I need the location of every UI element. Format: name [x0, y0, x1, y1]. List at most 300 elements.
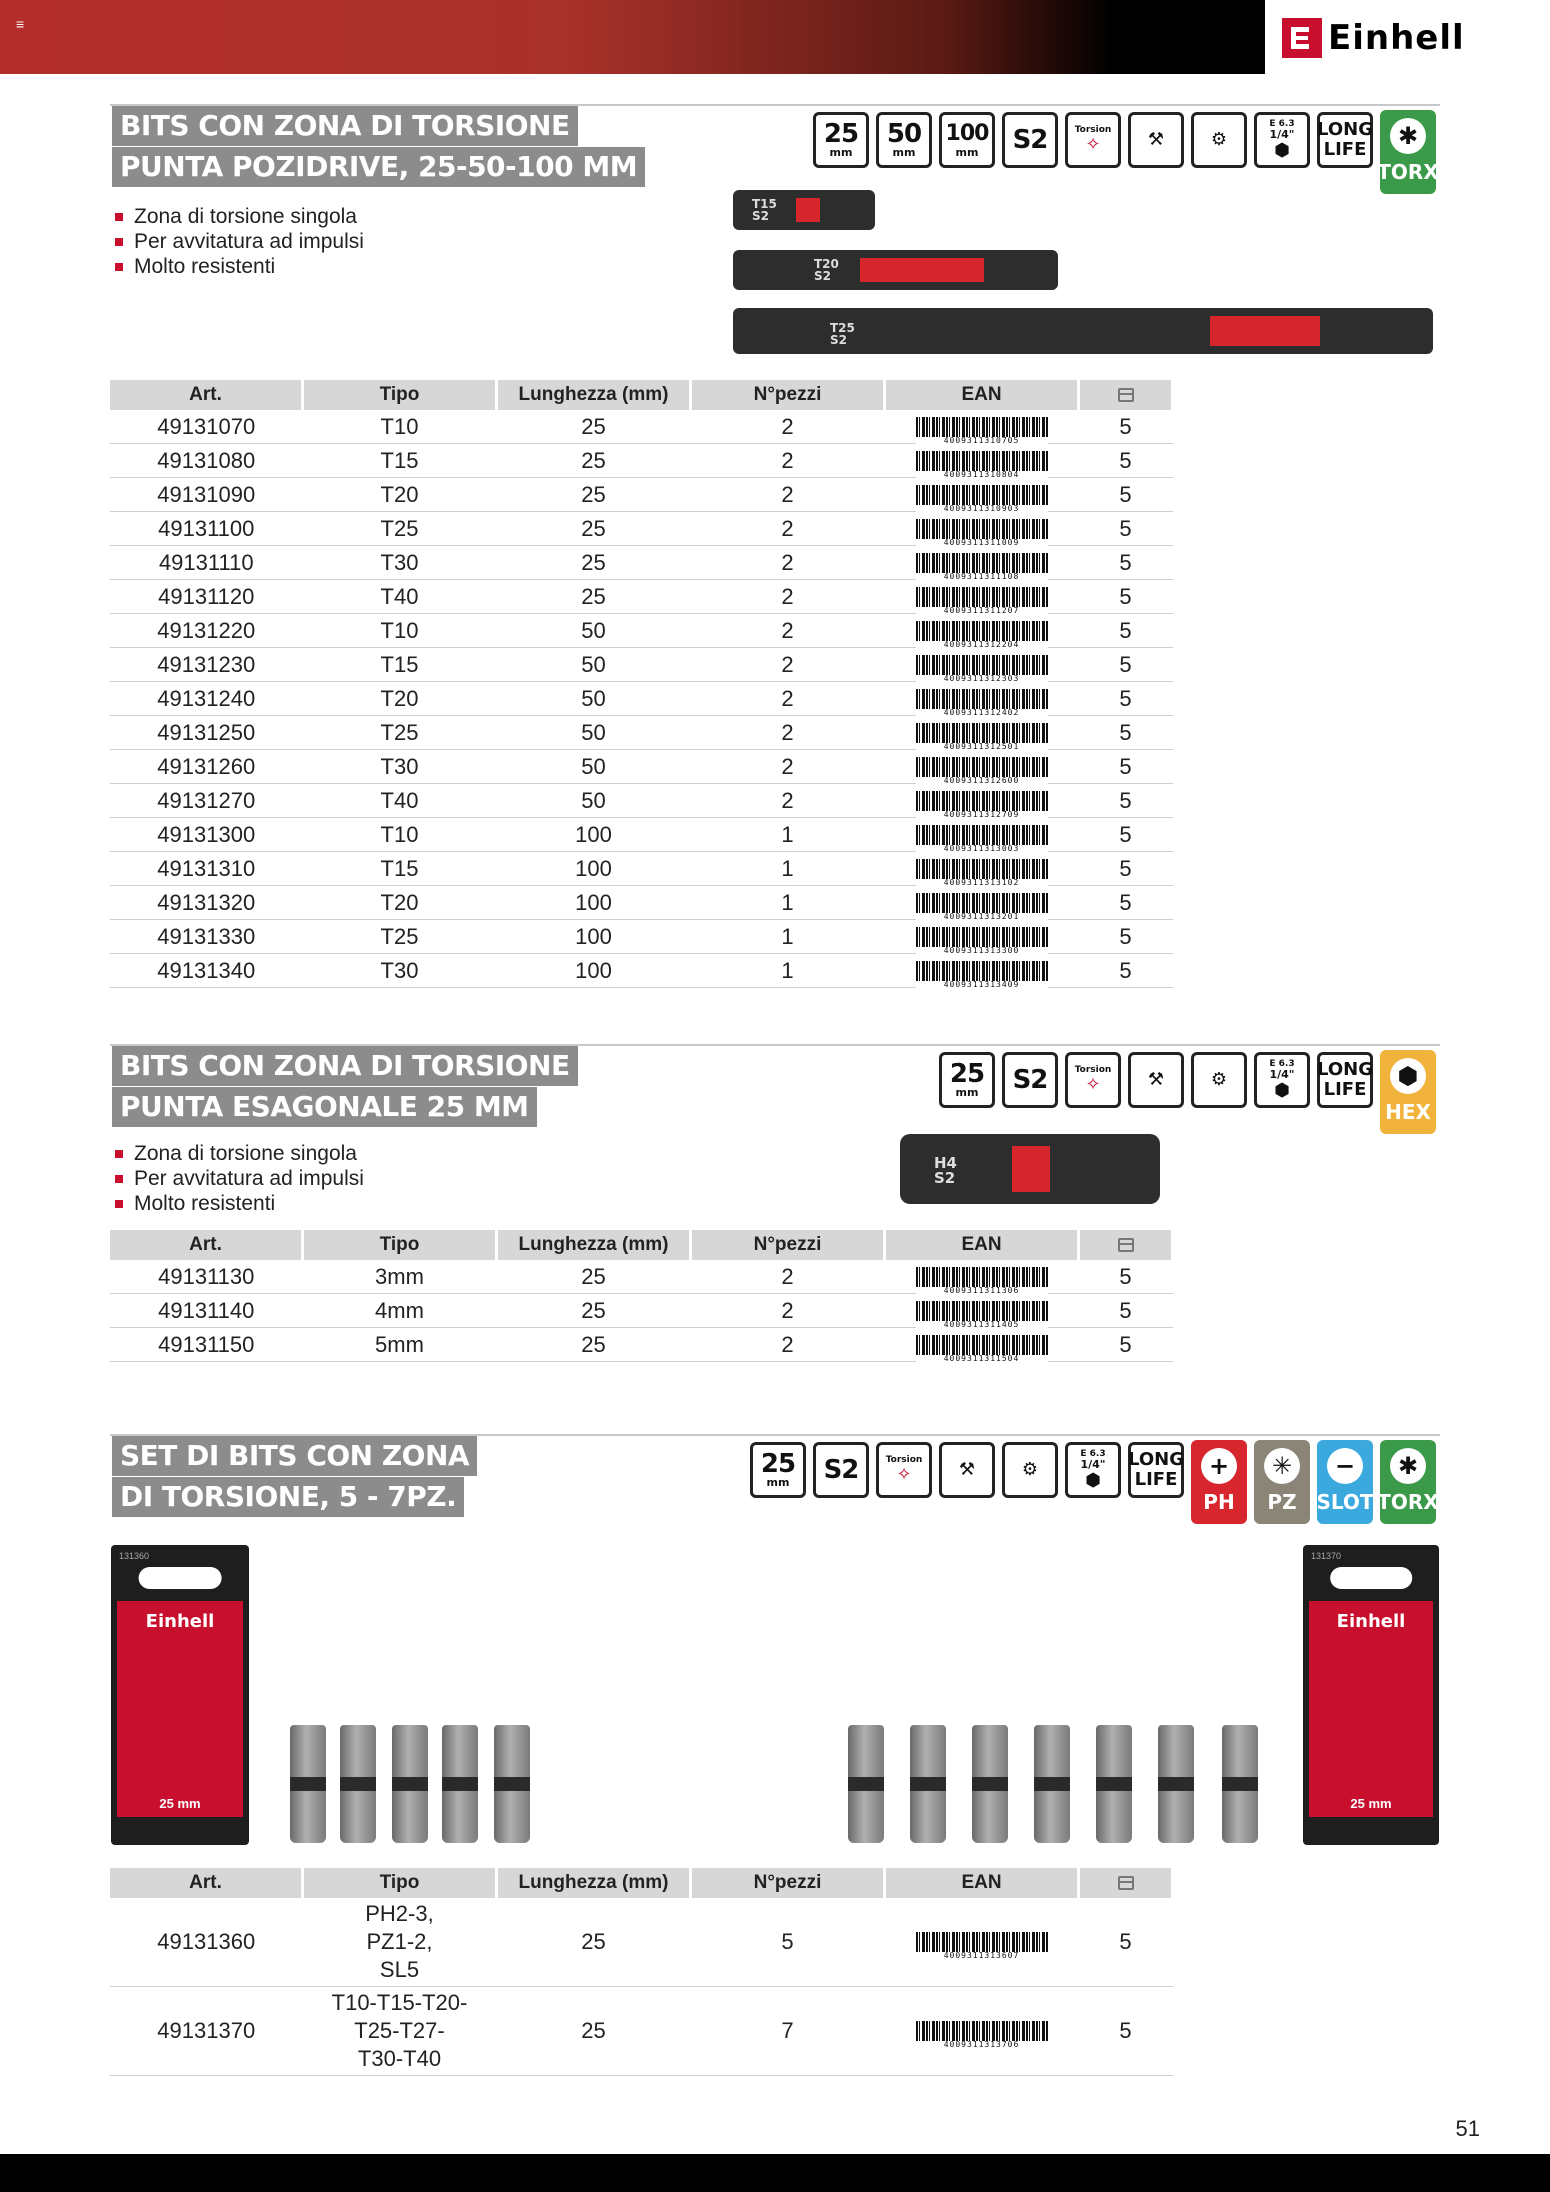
barcode [916, 1335, 1048, 1363]
bit-label: T25 S2 [830, 321, 855, 347]
ean-number: 4009311311504 [916, 1355, 1048, 1363]
bit-piece [1222, 1725, 1258, 1843]
barcode [916, 2021, 1048, 2050]
cell-pieces: 1 [691, 852, 885, 886]
menu-button[interactable]: ≡ [16, 16, 25, 32]
package-panel [117, 1601, 243, 1817]
cell-tipo: T30 [303, 750, 497, 784]
bit-label: H4 S2 [934, 1154, 957, 1187]
table-row [110, 784, 1173, 818]
hex-icon: ⬢ [1390, 1058, 1426, 1094]
barcode [916, 791, 1048, 819]
section3-title-line1: SET DI BITS CON ZONA [112, 1436, 477, 1476]
ean-number: 4009311311009 [916, 539, 1048, 547]
table-row [110, 478, 1173, 512]
ean-number: 4009311310705 [916, 437, 1048, 445]
header-banner [0, 0, 1265, 74]
cell-pack: 5 [1079, 682, 1173, 716]
cell-pieces: 2 [691, 1328, 885, 1362]
long-life-icon: LONG LIFE [1128, 1442, 1184, 1498]
drill-icon: ⚒ [939, 1442, 995, 1498]
col-pieces: N°pezzi [691, 380, 885, 410]
cell-tipo: T30 [303, 546, 497, 580]
cell-length: 25 [497, 1260, 691, 1294]
ean-number: 4009311312303 [916, 675, 1048, 683]
cell-ean [885, 512, 1079, 546]
barcode [916, 621, 1048, 649]
cell-length: 100 [497, 852, 691, 886]
barcode [916, 1267, 1048, 1295]
table-row [110, 886, 1173, 920]
cell-length: 25 [497, 512, 691, 546]
feature-item: Per avvitatura ad impulsi [112, 229, 364, 254]
drive-label: SLOT [1316, 1490, 1374, 1514]
table-row [110, 920, 1173, 954]
cell-pack: 5 [1079, 886, 1173, 920]
bit-piece [290, 1725, 326, 1843]
cell-tipo: T15 [303, 852, 497, 886]
drive-badge-pz [1254, 1440, 1310, 1524]
cell-length: 100 [497, 920, 691, 954]
col-art: Art. [110, 380, 303, 410]
tipo-line: PH2-3, [365, 1901, 434, 1926]
page-number: 51 [1455, 2116, 1480, 2141]
cell-ean [885, 410, 1079, 444]
cell-pieces: 2 [691, 478, 885, 512]
cell-tipo: 5mm [303, 1328, 497, 1362]
cell-tipo: T10 [303, 818, 497, 852]
barcode [916, 1932, 1048, 1961]
cell-ean [885, 444, 1079, 478]
ean-number: 4009311311405 [916, 1321, 1048, 1329]
cell-ean [885, 546, 1079, 580]
col-pack [1079, 380, 1173, 410]
cell-ean [885, 478, 1079, 512]
cell-art: 49131370 [110, 1987, 303, 2076]
torsion-icon: Torsion ✧ [1065, 112, 1121, 168]
ean-number: 4009311312204 [916, 641, 1048, 649]
torx-icon: ✱ [1390, 118, 1426, 154]
table-row [110, 546, 1173, 580]
cell-pieces: 2 [691, 682, 885, 716]
col-ean: EAN [885, 1230, 1079, 1260]
cell-pieces: 2 [691, 1260, 885, 1294]
cell-art: 49131230 [110, 648, 303, 682]
torsion-icon: Torsion ✧ [876, 1442, 932, 1498]
drive-label: PZ [1267, 1490, 1297, 1514]
ean-number: 4009311313201 [916, 913, 1048, 921]
cell-length: 25 [497, 1987, 691, 2076]
cell-ean [885, 920, 1079, 954]
cell-tipo [303, 1987, 497, 2076]
cell-ean [885, 784, 1079, 818]
cell-pack: 5 [1079, 954, 1173, 988]
package-size: 25 mm [1350, 1796, 1392, 1811]
long-life-icon: LONG LIFE [1317, 112, 1373, 168]
length-50-icon: 50 mm [876, 112, 932, 168]
barcode [916, 927, 1048, 955]
ean-number: 4009311313409 [916, 981, 1048, 989]
package-icon [1118, 1238, 1134, 1252]
cell-tipo: T40 [303, 784, 497, 818]
ean-number: 4009311310903 [916, 505, 1048, 513]
cell-pieces: 2 [691, 546, 885, 580]
package-size: 25 mm [159, 1796, 201, 1811]
cell-art: 49131110 [110, 546, 303, 580]
barcode [916, 451, 1048, 479]
s2-steel-icon: S2 [1002, 112, 1058, 168]
tipo-line: T10-T15-T20- [331, 1990, 468, 2015]
cell-pack: 5 [1079, 1987, 1173, 2076]
table-row [110, 444, 1173, 478]
bit-piece [972, 1725, 1008, 1843]
cell-pieces: 1 [691, 920, 885, 954]
cell-tipo: T30 [303, 954, 497, 988]
col-length: Lunghezza (mm) [497, 1230, 691, 1260]
cell-pack: 5 [1079, 920, 1173, 954]
slot-icon: − [1327, 1448, 1363, 1484]
cell-length: 50 [497, 750, 691, 784]
col-tipo: Tipo [303, 1230, 497, 1260]
table-row [110, 1328, 1173, 1362]
section1-title-line2: PUNTA POZIDRIVE, 25-50-100 MM [112, 147, 645, 187]
cell-ean [885, 716, 1079, 750]
cell-art: 49131270 [110, 784, 303, 818]
bit-piece [340, 1725, 376, 1843]
einhell-logo-icon [1282, 18, 1322, 58]
cell-pieces: 1 [691, 954, 885, 988]
cell-length: 25 [497, 1294, 691, 1328]
hex-shank-icon: E 6.3 1/4" ⬢ [1254, 1052, 1310, 1108]
feature-item: Zona di torsione singola [112, 204, 364, 229]
bit-label: T20 S2 [814, 257, 839, 283]
cell-pieces: 2 [691, 410, 885, 444]
barcode [916, 655, 1048, 683]
bit-band [796, 198, 820, 222]
cell-pack: 5 [1079, 818, 1173, 852]
cell-ean [885, 886, 1079, 920]
cell-pieces: 2 [691, 784, 885, 818]
bit-piece [1158, 1725, 1194, 1843]
section1-features [112, 204, 364, 279]
cell-art: 49131070 [110, 410, 303, 444]
impact-driver-icon: ⚙ [1191, 112, 1247, 168]
table-row [110, 818, 1173, 852]
cell-pack: 5 [1079, 852, 1173, 886]
col-art: Art. [110, 1230, 303, 1260]
bit-band [1210, 316, 1320, 346]
cell-pieces: 2 [691, 648, 885, 682]
cell-pack: 5 [1079, 614, 1173, 648]
cell-ean [885, 750, 1079, 784]
bit-band [860, 258, 984, 282]
cell-length: 100 [497, 818, 691, 852]
col-length: Lunghezza (mm) [497, 1868, 691, 1898]
hex-label: HEX [1385, 1100, 1431, 1124]
cell-tipo: T15 [303, 648, 497, 682]
tipo-line: T25-T27- [354, 2018, 445, 2043]
table-row [110, 1260, 1173, 1294]
length-25-icon: 25 mm [750, 1442, 806, 1498]
barcode [916, 519, 1048, 547]
cell-art: 49131330 [110, 920, 303, 954]
col-pack [1079, 1868, 1173, 1898]
cell-ean [885, 1987, 1079, 2076]
table-row [110, 682, 1173, 716]
cell-pack: 5 [1079, 1328, 1173, 1362]
drill-icon: ⚒ [1128, 1052, 1184, 1108]
barcode [916, 825, 1048, 853]
feature-item: Molto resistenti [112, 254, 364, 279]
s2-steel-icon: S2 [813, 1442, 869, 1498]
barcode [916, 1301, 1048, 1329]
cell-pieces: 2 [691, 716, 885, 750]
cell-pack: 5 [1079, 648, 1173, 682]
cell-length: 25 [497, 546, 691, 580]
cell-length: 25 [497, 1328, 691, 1362]
bit-label: T15 S2 [752, 197, 777, 223]
cell-tipo: 4mm [303, 1294, 497, 1328]
drive-badge-slot [1317, 1440, 1373, 1524]
cell-length: 25 [497, 580, 691, 614]
cell-art: 49131250 [110, 716, 303, 750]
impact-driver-icon: ⚙ [1002, 1442, 1058, 1498]
col-pieces: N°pezzi [691, 1868, 885, 1898]
cell-ean [885, 682, 1079, 716]
cell-art: 49131120 [110, 580, 303, 614]
package-code: 131360 [119, 1551, 150, 1561]
cell-tipo [303, 1898, 497, 1987]
barcode [916, 723, 1048, 751]
cell-pieces: 1 [691, 886, 885, 920]
section3-table [110, 1868, 1174, 2076]
cell-art: 49131340 [110, 954, 303, 988]
cell-art: 49131360 [110, 1898, 303, 1987]
section1-title-line1: BITS CON ZONA DI TORSIONE [112, 106, 578, 146]
col-ean: EAN [885, 1868, 1079, 1898]
table-header-row [110, 1230, 1173, 1260]
table-row [110, 512, 1173, 546]
feature-item: Per avvitatura ad impulsi [112, 1166, 364, 1191]
cell-tipo: 3mm [303, 1260, 497, 1294]
table-row [110, 1987, 1173, 2076]
cell-ean [885, 1260, 1079, 1294]
cell-length: 50 [497, 682, 691, 716]
drive-badge-torx [1377, 1440, 1439, 1524]
feature-item: Zona di torsione singola [112, 1141, 364, 1166]
barcode [916, 553, 1048, 581]
hex-drive-badge [1380, 1050, 1436, 1134]
package-7pz [1303, 1545, 1439, 1845]
barcode [916, 961, 1048, 989]
barcode [916, 859, 1048, 887]
ean-number: 4009311312600 [916, 777, 1048, 785]
cell-length: 25 [497, 1898, 691, 1987]
s2-steel-icon: S2 [1002, 1052, 1058, 1108]
cell-tipo: T10 [303, 614, 497, 648]
barcode [916, 757, 1048, 785]
drill-icon: ⚒ [1128, 112, 1184, 168]
hang-hole [1330, 1567, 1412, 1589]
section2-features [112, 1141, 364, 1216]
section1-table [110, 380, 1174, 988]
table-header-row [110, 1868, 1173, 1898]
footer-bar [0, 2154, 1550, 2192]
cell-length: 25 [497, 478, 691, 512]
drive-label: TORX [1377, 1490, 1439, 1514]
bit-piece [848, 1725, 884, 1843]
table-row [110, 750, 1173, 784]
cell-length: 100 [497, 954, 691, 988]
cell-tipo: T15 [303, 444, 497, 478]
cell-pack: 5 [1079, 580, 1173, 614]
torx-icon: ✱ [1390, 1448, 1426, 1484]
ean-number: 4009311312709 [916, 811, 1048, 819]
cell-length: 50 [497, 648, 691, 682]
cell-pack: 5 [1079, 1294, 1173, 1328]
cell-pieces: 7 [691, 1987, 885, 2076]
cell-tipo: T20 [303, 886, 497, 920]
cell-ean [885, 1898, 1079, 1987]
ean-number: 4009311311108 [916, 573, 1048, 581]
bit-piece [494, 1725, 530, 1843]
ean-number: 4009311313706 [916, 2041, 1048, 2049]
col-art: Art. [110, 1868, 303, 1898]
table-row [110, 410, 1173, 444]
cell-length: 25 [497, 444, 691, 478]
cell-art: 49131300 [110, 818, 303, 852]
cell-pack: 5 [1079, 784, 1173, 818]
cell-pieces: 2 [691, 580, 885, 614]
cell-ean [885, 614, 1079, 648]
hex-shank-icon: E 6.3 1/4" ⬢ [1065, 1442, 1121, 1498]
torx-label: TORX [1377, 160, 1439, 184]
bit-piece [392, 1725, 428, 1843]
drive-badge-ph [1191, 1440, 1247, 1524]
package-icon [1118, 1876, 1134, 1890]
ean-number: 4009311311306 [916, 1287, 1048, 1295]
cell-tipo: T10 [303, 410, 497, 444]
cell-pieces: 2 [691, 1294, 885, 1328]
ean-number: 4009311310804 [916, 471, 1048, 479]
table-row [110, 648, 1173, 682]
cell-tipo: T25 [303, 716, 497, 750]
section2-table [110, 1230, 1174, 1362]
cell-pack: 5 [1079, 750, 1173, 784]
cell-pack: 5 [1079, 512, 1173, 546]
cell-tipo: T20 [303, 478, 497, 512]
section3-title-line2: DI TORSIONE, 5 - 7PZ. [112, 1477, 464, 1517]
ean-number: 4009311312402 [916, 709, 1048, 717]
pz-icon: ✳ [1264, 1448, 1300, 1484]
col-length: Lunghezza (mm) [497, 380, 691, 410]
cell-art: 49131240 [110, 682, 303, 716]
cell-tipo: T20 [303, 682, 497, 716]
cell-length: 50 [497, 716, 691, 750]
package-panel [1309, 1601, 1433, 1817]
tipo-line: PZ1-2, [366, 1929, 433, 1954]
cell-ean [885, 1328, 1079, 1362]
barcode [916, 587, 1048, 615]
col-tipo: Tipo [303, 380, 497, 410]
cell-art: 49131220 [110, 614, 303, 648]
section2-title-line2: PUNTA ESAGONALE 25 MM [112, 1087, 537, 1127]
torsion-icon: Torsion ✧ [1065, 1052, 1121, 1108]
cell-pieces: 2 [691, 512, 885, 546]
cell-length: 100 [497, 886, 691, 920]
ean-number: 4009311312501 [916, 743, 1048, 751]
section2-title-line1: BITS CON ZONA DI TORSIONE [112, 1046, 578, 1086]
brand-logo [1282, 18, 1465, 58]
table-row [110, 1294, 1173, 1328]
cell-pack: 5 [1079, 546, 1173, 580]
package-brand: Einhell [1336, 1611, 1406, 1632]
ean-number: 4009311313300 [916, 947, 1048, 955]
cell-pieces: 5 [691, 1898, 885, 1987]
cell-ean [885, 852, 1079, 886]
cell-pack: 5 [1079, 444, 1173, 478]
cell-ean [885, 818, 1079, 852]
cell-art: 49131310 [110, 852, 303, 886]
ean-number: 4009311311207 [916, 607, 1048, 615]
bit-piece [1034, 1725, 1070, 1843]
tipo-line: SL5 [379, 1957, 420, 1982]
cell-pieces: 2 [691, 444, 885, 478]
table-row [110, 954, 1173, 988]
bit-piece [1096, 1725, 1132, 1843]
impact-driver-icon: ⚙ [1191, 1052, 1247, 1108]
cell-pack: 5 [1079, 716, 1173, 750]
package-code: 131370 [1311, 1551, 1342, 1561]
hang-hole [139, 1567, 222, 1589]
ph-icon: + [1201, 1448, 1237, 1484]
cell-ean [885, 954, 1079, 988]
brand-name: Einhell [1328, 18, 1465, 58]
cell-length: 50 [497, 784, 691, 818]
col-pack [1079, 1230, 1173, 1260]
barcode [916, 689, 1048, 717]
barcode [916, 893, 1048, 921]
cell-pieces: 1 [691, 818, 885, 852]
cell-art: 49131090 [110, 478, 303, 512]
cell-length: 25 [497, 410, 691, 444]
length-25-icon: 25 mm [813, 112, 869, 168]
cell-tipo: T25 [303, 920, 497, 954]
cell-art: 49131320 [110, 886, 303, 920]
cell-pack: 5 [1079, 410, 1173, 444]
table-header-row [110, 380, 1173, 410]
cell-pack: 5 [1079, 1260, 1173, 1294]
cell-art: 49131130 [110, 1260, 303, 1294]
col-tipo: Tipo [303, 1868, 497, 1898]
cell-pack: 5 [1079, 478, 1173, 512]
table-row [110, 852, 1173, 886]
cell-ean [885, 580, 1079, 614]
length-100-icon: 100 mm [939, 112, 995, 168]
package-brand: Einhell [145, 1611, 215, 1632]
package-icon [1118, 388, 1134, 402]
table-row [110, 580, 1173, 614]
table-row [110, 1898, 1173, 1987]
cell-art: 49131100 [110, 512, 303, 546]
tipo-line: T30-T40 [357, 2046, 442, 2071]
ean-number: 4009311313003 [916, 845, 1048, 853]
cell-ean [885, 648, 1079, 682]
cell-tipo: T40 [303, 580, 497, 614]
hex-shank-icon: E 6.3 1/4" ⬢ [1254, 112, 1310, 168]
package-5pz [111, 1545, 249, 1845]
cell-pieces: 2 [691, 750, 885, 784]
